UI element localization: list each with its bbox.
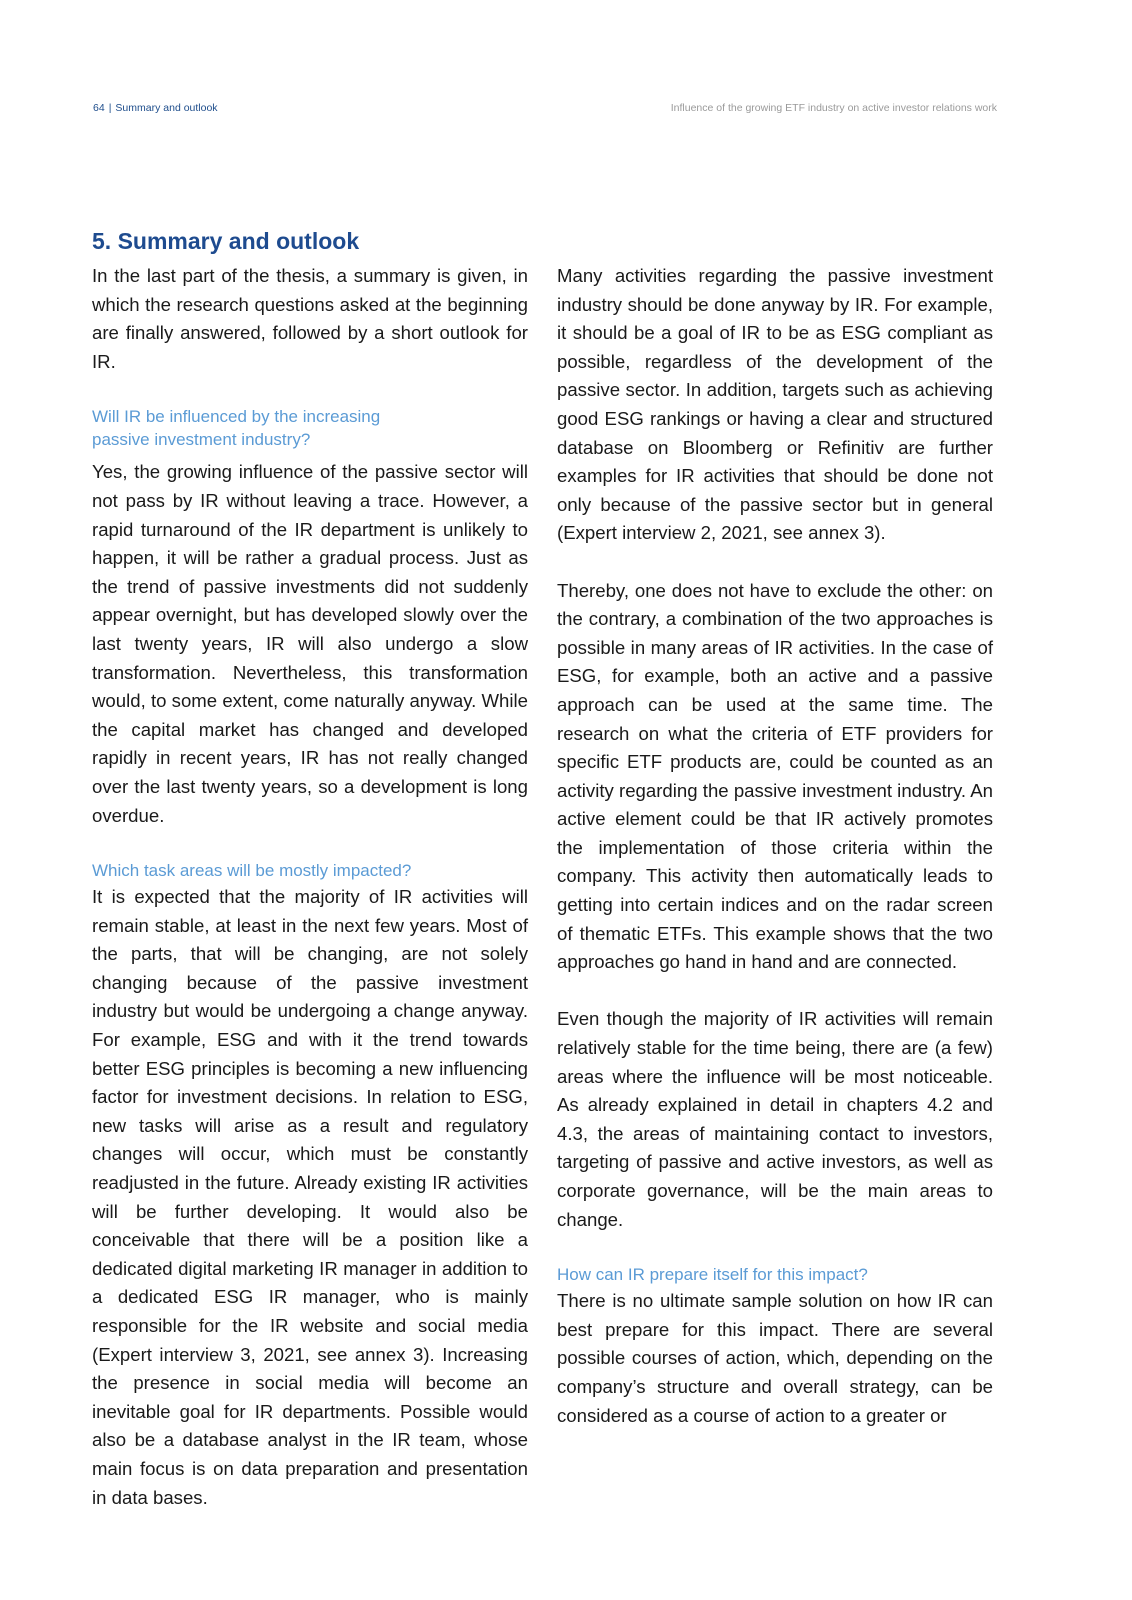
q1-answer-paragraph: Yes, the growing influence of the passive sector will not pass by IR without leaving a trace. However, a rapid turnaround of the IR department is unlikely to happen, it will be rather a gradual process. Just as the trend of passive investments did not suddenly appear overnight, but has developed slowly over the last twenty years, IR will also undergo a slow transformation. Nevertheless, this transformation would, to some extent, come naturally anyway. While the capital market has changed and developed rapidly in recent years, IR has not really changed over the last twenty years, so a development is long overdue. (92, 461, 528, 826)
header-section: Summary and outlook (115, 102, 218, 114)
right-paragraph-2: Thereby, one does not have to exclude the other: on the contrary, a combination of the two approaches is possible in many areas of IR activities. In the case of ESG, for example, both an active and a passive approach can be used at the same time. The research on what the criteria of ETF providers for specific ETF products are, could be counted as an activity regarding the passive investment industry. An active element could be that IR actively promotes the implementation of those criteria within the company. This activity then automatically leads to getting into certain indices and on the radar screen of thematic ETFs. This example shows that the two approaches go hand in hand and are connected. (557, 579, 993, 973)
left-column (92, 262, 528, 1512)
q1-heading (92, 405, 528, 451)
q2-heading: Which task areas will be mostly impacted? (92, 861, 412, 881)
page-number: 64 (93, 102, 105, 114)
header-separator: | (108, 102, 112, 114)
q3-answer-paragraph: There is no ultimate sample solution on how IR can best prepare for this impact. There are several possible courses of action, which, depending on the company’s structure and overall strategy, can be considered as a course of action to a greater or (557, 1290, 993, 1426)
header-left (93, 100, 218, 116)
chapter-title: 5. Summary and outlook (92, 228, 360, 254)
q2-answer-paragraph: It is expected that the majority of IR activities will remain stable, at least in the next few years. Most of the parts, that will be changing, are not solely changing because of the passive investment industry but would be undergoing a change anyway. For example, ESG and with it the trend towards better ESG principles is becoming a new influencing factor for investment decisions. In relation to ESG, new tasks will arise as a result and regulatory changes will occur, which must be constantly readjusted in the future. Already existing IR activities will be further developing. It would also be conceivable that there will be a position like a dedicated digital marketing IR manager in addition to a dedicated ESG IR manager, who is mainly responsible for the IR website and social media (Expert interview 3, 2021, see annex 3). Increasing the presence in social media will become an inevitable goal for IR departments. Possible would also be a database analyst in the IR team, whose main focus is on data preparation and presentation in data bases. (92, 886, 528, 1508)
q3-heading: How can IR prepare itself for this impact? (557, 1265, 868, 1285)
intro-paragraph: In the last part of the thesis, a summary is given, in which the research questions asked at the beginning are finally answered, followed by a short outlook for IR. (92, 265, 528, 372)
q1-heading-line2: passive investment industry? (92, 430, 311, 450)
right-column (557, 262, 993, 1430)
header-document-title: Influence of the growing ETF industry on active investor relations work (670, 102, 997, 114)
q1-heading-line1: Will IR be influenced by the increasing (92, 407, 381, 427)
right-paragraph-3: Even though the majority of IR activities will remain relatively stable for the time being, there are (a few) areas where the influence will be most noticeable. As already explained in detail in chapters 4.2 and 4.3, the areas of maintaining contact to investors, targeting of passive and active investors, as well as corporate governance, will be the main areas to change. (557, 1008, 993, 1230)
right-paragraph-1: Many activities regarding the passive investment industry should be done anyway by IR. For example, it should be a goal of IR to be as ESG compliant as possible, regardless of the development of the passive sector. In addition, targets such as achieving good ESG rankings or having a clear and structured database on Bloomberg or Refinitiv are further examples for IR activities that should be done not only because of the passive sector but in general (Expert interview 2, 2021, see annex 3). (557, 265, 993, 544)
running-header (93, 100, 997, 116)
